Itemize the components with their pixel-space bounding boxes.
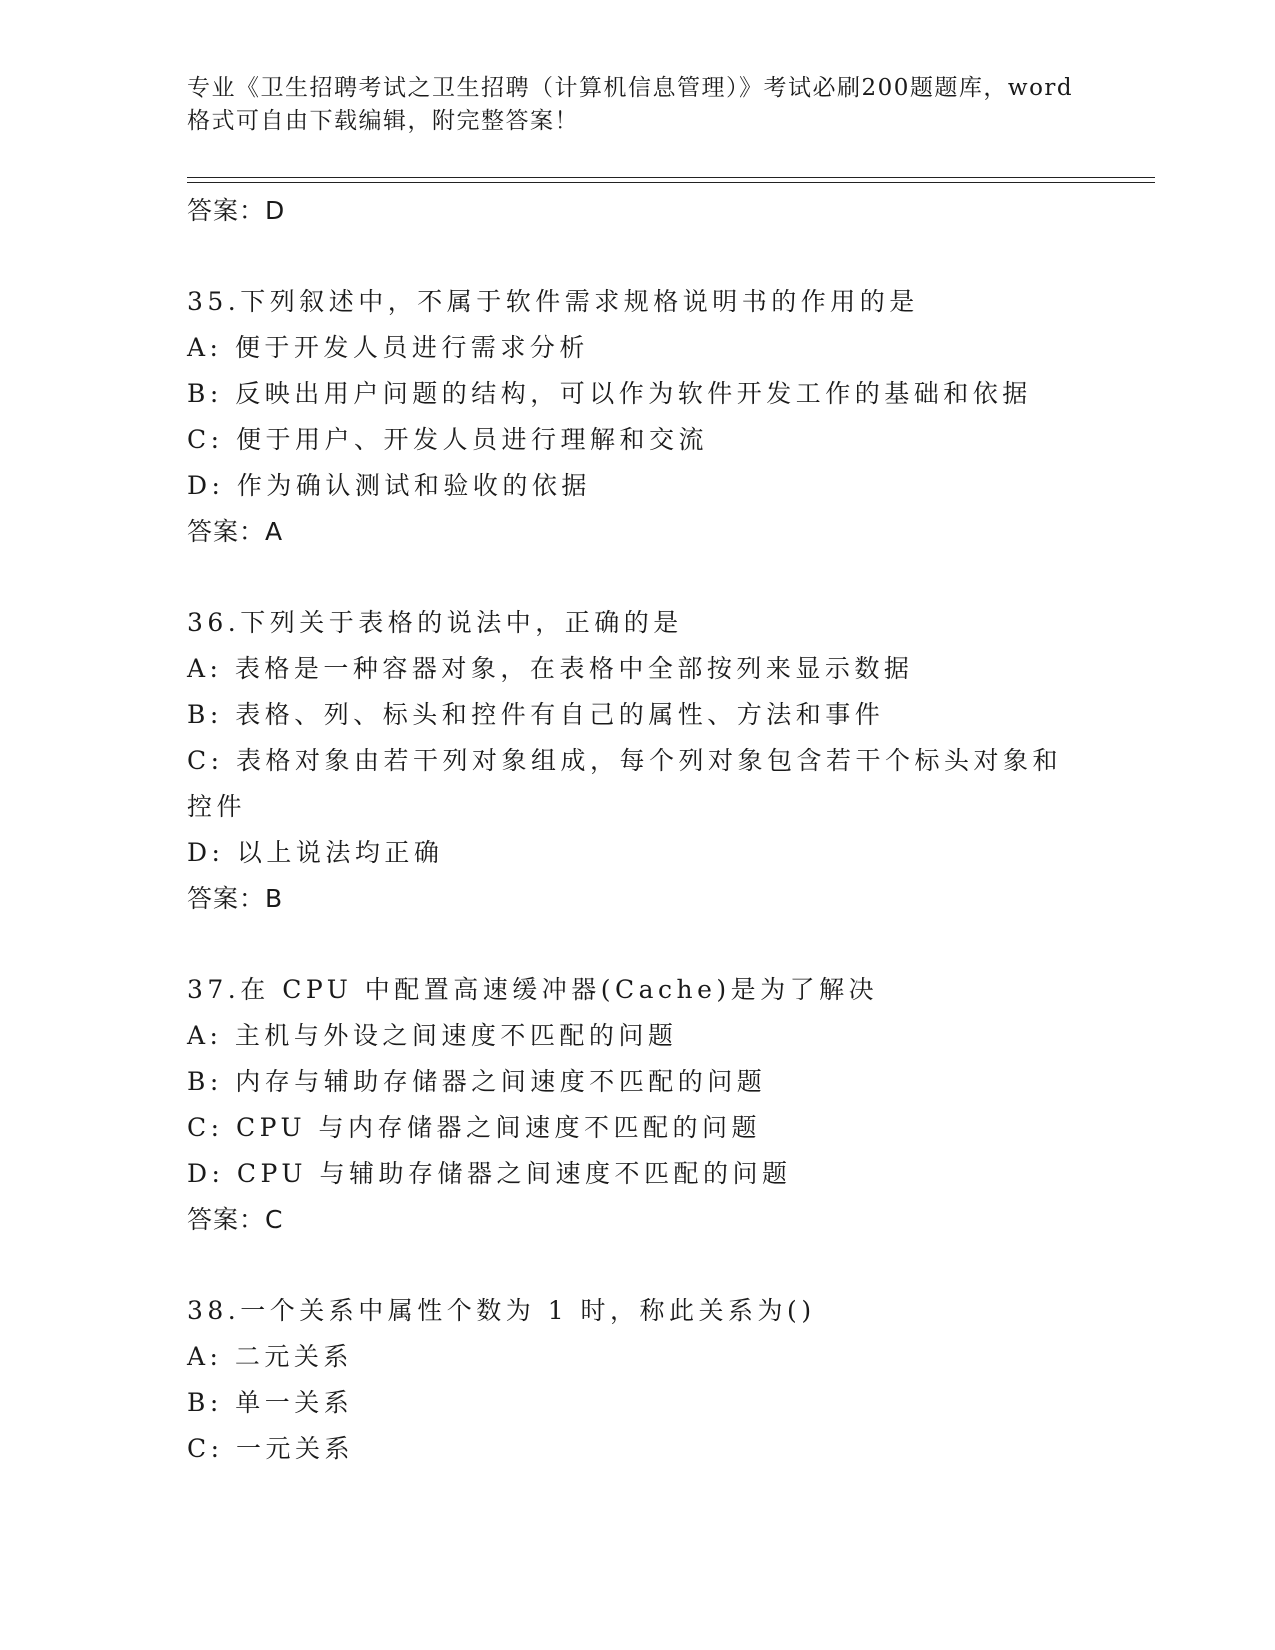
option-a: A: 主机与外设之间速度不匹配的问题 (187, 1021, 678, 1050)
option-d: D: 作为确认测试和验收的依据 (187, 471, 591, 500)
question-stem: 35.下列叙述中，不属于软件需求规格说明书的作用的是 (187, 287, 919, 316)
question-38 (187, 1288, 1087, 1472)
header-divider-bottom (187, 182, 1155, 183)
option-d: D: 以上说法均正确 (187, 838, 444, 867)
question-36 (187, 600, 1087, 922)
option-b: B: 单一关系 (187, 1388, 354, 1417)
question-list (187, 188, 1087, 1472)
document-header (187, 72, 1107, 138)
answer-line: 答案：C (187, 1205, 284, 1234)
header-line-2: 格式可自由下载编辑，附完整答案！ (187, 108, 579, 134)
question-35 (187, 279, 1087, 555)
answer-line: 答案：B (187, 884, 284, 913)
question-stem: 38.一个关系中属性个数为 1 时，称此关系为() (187, 1296, 816, 1325)
answer-line: 答案：D (187, 196, 286, 225)
option-b: B: 内存与辅助存储器之间速度不匹配的问题 (187, 1067, 767, 1096)
answer-line: 答案：A (187, 517, 284, 546)
option-c: C: 表格对象由若干列对象组成，每个列对象包含若干个标头对象和控件 (187, 746, 1063, 821)
header-line-1: 专业《卫生招聘考试之卫生招聘（计算机信息管理）》考试必刷200题题库，word (187, 75, 1074, 101)
option-b: B: 表格、列、标头和控件有自己的属性、方法和事件 (187, 700, 885, 729)
option-b: B: 反映出用户问题的结构，可以作为软件开发工作的基础和依据 (187, 379, 1032, 408)
question-37 (187, 967, 1087, 1243)
option-c: C: 一元关系 (187, 1434, 354, 1463)
question-stem: 37.在 CPU 中配置高速缓冲器(Cache)是为了解决 (187, 975, 879, 1004)
option-a: A: 便于开发人员进行需求分析 (187, 333, 589, 362)
option-a: A: 表格是一种容器对象，在表格中全部按列来显示数据 (187, 654, 914, 683)
option-c: C: CPU 与内存储器之间速度不匹配的问题 (187, 1113, 762, 1142)
option-a: A: 二元关系 (187, 1342, 353, 1371)
question-stem: 36.下列关于表格的说法中，正确的是 (187, 608, 683, 637)
option-c: C: 便于用户、开发人员进行理解和交流 (187, 425, 708, 454)
option-d: D: CPU 与辅助存储器之间速度不匹配的问题 (187, 1159, 792, 1188)
header-divider-top (187, 177, 1155, 178)
